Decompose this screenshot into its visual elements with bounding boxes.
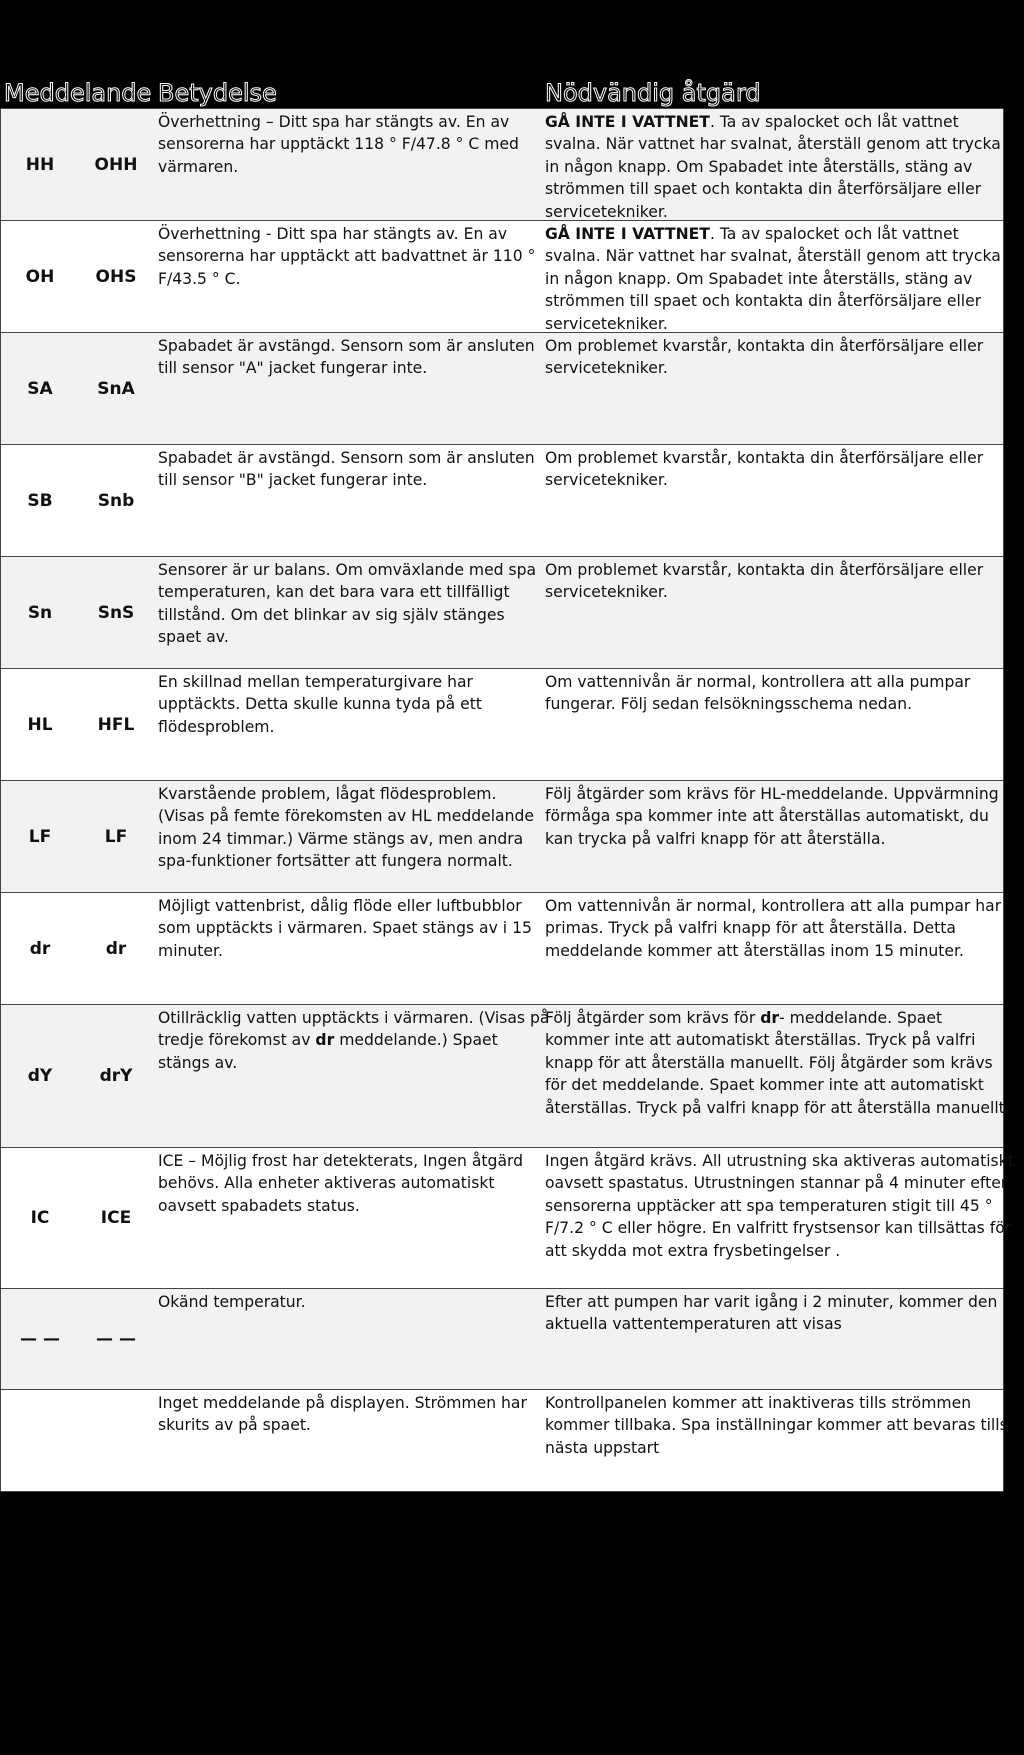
action-cell — [545, 783, 1001, 850]
error-code-table — [0, 108, 1014, 1492]
action-line: strömmen till spaet och kontakta din återförsäljare eller — [545, 180, 982, 199]
code-secondary: drY — [99, 1066, 133, 1086]
description-text: meddelande.) Spaet — [334, 1031, 498, 1050]
description-line: Okänd temperatur. — [158, 1293, 306, 1311]
action-line: primas. Tryck på valfri knapp för att återställa. Detta — [545, 919, 956, 938]
description-line: som upptäckts i värmaren. Spaet stängs av i 15 — [158, 919, 532, 938]
description-line: skurits av på spaet. — [158, 1416, 311, 1435]
description-line: sensorerna har upptäckt 118 ° F/47.8 ° C med — [158, 135, 519, 154]
code-primary: IC — [30, 1208, 50, 1228]
table-row — [0, 1390, 1008, 1492]
description-line: ICE – Möjlig frost har detekterats, Ingen åtgärd — [158, 1152, 524, 1170]
header-action: Nödvändig åtgärd — [545, 79, 761, 107]
action-cell — [545, 559, 1001, 604]
description-cell — [158, 335, 538, 380]
action-line: knapp för att återställa manuellt. Följ åtgärder som krävs — [545, 1053, 993, 1072]
description-line: Möjligt vattenbrist, dålig flöde eller luftbubblor — [158, 897, 522, 915]
action-line: servicetekniker. — [545, 314, 668, 333]
code-secondary: Snb — [97, 490, 135, 511]
action-line: strömmen till spaet och kontakta din återförsäljare eller — [545, 292, 982, 311]
action-line: meddelande kommer att återställas inom 15 minuter. — [545, 941, 964, 960]
code-reference: dr — [760, 1009, 780, 1027]
description-line: (Visas på femte förekomsten av HL meddelande — [158, 807, 534, 826]
description-line: minuter. — [158, 941, 223, 960]
action-line: kommer inte att automatiskt återställas. Tryck på valfri — [545, 1031, 976, 1050]
description-cell — [158, 223, 538, 290]
code-primary: HH — [25, 154, 55, 175]
code-primary: Sn — [27, 602, 53, 623]
description-line: tillstånd. Om det blinkar av sig själv stänges — [158, 605, 505, 624]
description-line: behövs. Alla enheter aktiveras automatiskt — [158, 1174, 495, 1193]
description-line: Otillräcklig vatten upptäckts i värmaren. (Visas på — [158, 1009, 550, 1027]
code-primary: OH — [25, 266, 55, 287]
code-secondary: SnA — [97, 378, 135, 399]
code-primary: HL — [27, 714, 53, 735]
table-row — [0, 109, 1004, 221]
action-line: nästa uppstart — [545, 1438, 660, 1457]
action-line: svalna. När vattnet har svalnat, återställ genom att trycka — [545, 135, 1001, 154]
description-line: värmaren. — [158, 157, 239, 176]
description-cell — [158, 1291, 538, 1313]
action-line: återställas. Tryck på valfri knapp för att återställa manuellt — [545, 1098, 1005, 1117]
action-cell — [545, 223, 1001, 335]
action-cell — [545, 895, 1001, 962]
description-cell — [158, 111, 538, 178]
code-primary: dY — [27, 1066, 53, 1086]
action-line: servicetekniker. — [545, 583, 668, 602]
table-row — [0, 669, 1004, 781]
code-primary: — — — [20, 1329, 60, 1349]
description-line: upptäckts. Detta skulle kunna tyda på ett — [158, 695, 482, 714]
action-line: Om problemet kvarstår, kontakta din återförsäljare eller — [545, 337, 984, 355]
description-text: tredje förekomst av — [158, 1031, 316, 1050]
description-line: till sensor "A" jacket fungerar inte. — [158, 359, 428, 378]
description-line: spa-funktioner fortsätter att fungera normalt. — [158, 852, 513, 871]
action-line: kan trycka på valfri knapp för att återställa. — [545, 829, 886, 848]
action-line — [545, 111, 1001, 133]
action-line: Följ åtgärder som krävs för HL-meddelande. Uppvärmning — [545, 785, 999, 803]
table-row — [0, 893, 1004, 1005]
description-line: till sensor "B" jacket fungerar inte. — [158, 471, 428, 490]
description-cell — [158, 1392, 538, 1437]
code-secondary: HFL — [97, 714, 135, 735]
description-line — [158, 1029, 538, 1051]
table-row — [0, 781, 1004, 893]
action-line: Om vattennivån är normal, kontrollera att alla pumpar — [545, 673, 971, 691]
code-secondary: ICE — [100, 1208, 132, 1228]
action-text: Följ åtgärder som krävs för — [545, 1009, 761, 1027]
description-line: Överhettning - Ditt spa har stängts av. En av — [158, 225, 508, 243]
description-line: stängs av. — [158, 1053, 238, 1072]
action-line: för det meddelande. Spaet kommer inte att automatiskt — [545, 1076, 984, 1095]
table-row — [0, 221, 1004, 333]
action-line: oavsett spastatus. Utrustningen stannar på 4 minuter efter — [545, 1174, 1008, 1193]
table-row — [0, 1005, 1004, 1148]
code-secondary: dr — [105, 938, 127, 959]
action-line: servicetekniker. — [545, 202, 668, 221]
action-text: . Ta av spalocket och låt vattnet — [709, 225, 959, 243]
action-line: fungerar. Följ sedan felsökningsschema nedan. — [545, 695, 913, 714]
action-cell — [545, 1291, 1001, 1336]
description-line: Sensorer är ur balans. Om omväxlande med spa — [158, 561, 537, 579]
action-line: sensorerna upptäcker att spa temperaturen stigit till 45 ° — [545, 1196, 993, 1215]
code-primary: LF — [28, 826, 52, 847]
description-line: F/43.5 ° C. — [158, 269, 241, 288]
action-line: aktuella vattentemperaturen att visas — [545, 1315, 842, 1334]
action-line: servicetekniker. — [545, 471, 668, 490]
action-line: F/7.2 ° C eller högre. En valfritt frystsensor kan tillsättas för — [545, 1219, 1012, 1238]
table-row — [0, 1148, 1014, 1289]
action-line: att skydda mot extra frysbetingelser . — [545, 1241, 841, 1260]
code-secondary: OHH — [94, 154, 138, 175]
table-row — [0, 557, 1004, 669]
action-line — [545, 223, 1001, 245]
code-secondary: LF — [104, 826, 128, 847]
code-secondary: OHS — [95, 266, 137, 287]
description-line: inom 24 timmar.) Värme stängs av, men andra — [158, 829, 524, 848]
description-cell — [158, 447, 538, 492]
action-line: in någon knapp. Om Spabadet inte återställs, stäng av — [545, 157, 973, 176]
header-code: Meddelande — [4, 79, 152, 107]
action-line: Kontrollpanelen kommer att inaktiveras tills strömmen — [545, 1394, 972, 1412]
code-secondary — [79, 1390, 153, 1491]
description-cell — [158, 1150, 538, 1217]
action-cell — [545, 447, 1001, 492]
action-cell — [545, 111, 1001, 223]
description-cell — [158, 1007, 550, 1074]
code-primary: SA — [27, 378, 53, 399]
action-line: Ingen åtgärd krävs. All utrustning ska aktiveras automatiskt — [545, 1152, 1014, 1170]
description-line: sensorerna har upptäckt att badvattnet är 110 ° — [158, 247, 536, 266]
action-line: svalna. När vattnet har svalnat, återställ genom att trycka — [545, 247, 1001, 266]
action-cell — [545, 671, 1001, 716]
description-line: Inget meddelande på displayen. Strömmen har — [158, 1394, 527, 1412]
table-row — [0, 333, 1004, 445]
description-line: Spabadet är avstängd. Sensorn som är ansluten — [158, 337, 535, 355]
code-primary: SB — [27, 490, 53, 511]
warning-text: GÅ INTE I VATTNET — [545, 225, 710, 243]
code-secondary: — — — [96, 1329, 136, 1349]
action-cell — [545, 1007, 1005, 1119]
description-line: Kvarstående problem, lågat flödesproblem. — [158, 785, 497, 803]
description-cell — [158, 895, 538, 962]
action-text: - meddelande. Spaet — [779, 1009, 943, 1027]
action-line: förmåga spa kommer inte att återställas automatiskt, du — [545, 807, 989, 826]
warning-text: GÅ INTE I VATTNET — [545, 113, 710, 131]
description-line: temperaturen, kan det bara vara ett tillfälligt — [158, 583, 510, 602]
action-line: Om problemet kvarstår, kontakta din återförsäljare eller — [545, 449, 984, 467]
code-secondary: SnS — [97, 602, 135, 623]
code-primary — [1, 1390, 79, 1491]
description-line: flödesproblem. — [158, 717, 275, 736]
description-line: En skillnad mellan temperaturgivare har — [158, 673, 473, 691]
table-header — [0, 78, 1004, 108]
action-text: . Ta av spalocket och låt vattnet — [709, 113, 959, 131]
action-line: Efter att pumpen har varit igång i 2 minuter, kommer den — [545, 1293, 998, 1311]
table-row — [0, 1289, 1004, 1390]
header-description: Betydelse — [158, 79, 277, 107]
action-line: kommer tillbaka. Spa inställningar kommer att bevaras tills — [545, 1416, 1008, 1435]
action-cell — [545, 335, 1001, 380]
description-cell — [158, 559, 538, 649]
code-primary: dr — [29, 938, 51, 959]
table-row — [0, 445, 1004, 557]
action-line — [545, 1007, 1001, 1029]
action-cell — [545, 1150, 1014, 1262]
description-line: Spabadet är avstängd. Sensorn som är ansluten — [158, 449, 535, 467]
action-line: servicetekniker. — [545, 359, 668, 378]
description-line: oavsett spabadets status. — [158, 1196, 360, 1215]
action-cell — [545, 1392, 1008, 1459]
code-reference: dr — [315, 1031, 335, 1050]
description-cell — [158, 671, 538, 738]
description-cell — [158, 783, 538, 873]
description-line: spaet av. — [158, 628, 229, 647]
action-line: Om vattennivån är normal, kontrollera att alla pumpar har — [545, 897, 1002, 915]
description-line: Överhettning – Ditt spa har stängts av. En av — [158, 113, 510, 131]
action-line: in någon knapp. Om Spabadet inte återställs, stäng av — [545, 269, 973, 288]
action-line: Om problemet kvarstår, kontakta din återförsäljare eller — [545, 561, 984, 579]
